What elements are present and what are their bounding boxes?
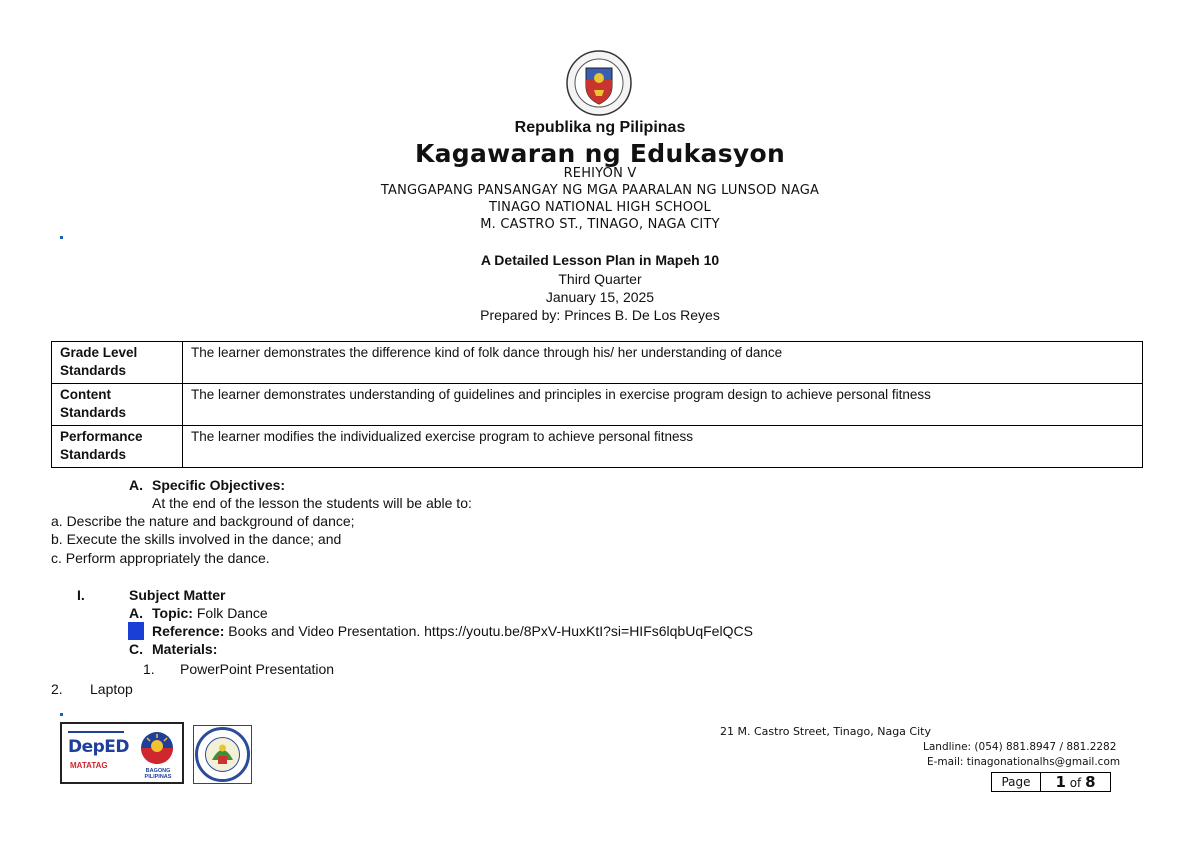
- objectives-heading: Specific Objectives:: [152, 477, 286, 493]
- page-indicator: [991, 772, 1111, 792]
- topic-value: Folk Dance: [196, 605, 268, 621]
- standard-label: Performance Standards: [52, 426, 183, 468]
- deped-line-icon: [68, 731, 124, 733]
- footer-email[interactable]: E-mail: tinagonationalhs@gmail.com: [927, 756, 1121, 768]
- standards-table: [51, 341, 1143, 468]
- footer-landline: Landline: (054) 881.8947 / 881.2282: [923, 741, 1117, 753]
- deped-logo-text: DepED: [68, 737, 130, 757]
- deped-matatag-logo: [60, 722, 184, 784]
- school-heading: TINAGO NATIONAL HIGH SCHOOL: [488, 200, 711, 215]
- standard-text: The learner demonstrates understanding of guidelines and principles in exercise program design to achieve personal fitness: [183, 384, 1143, 426]
- subject-heading: Subject Matter: [129, 587, 226, 603]
- reference-label: Reference:: [152, 623, 225, 639]
- page-of: of: [1069, 776, 1082, 790]
- page-count: [1041, 773, 1110, 791]
- page-total: 8: [1085, 773, 1096, 791]
- material-number: 2.: [51, 681, 63, 697]
- objective-item: b. Execute the skills involved in the dance; and: [51, 531, 342, 547]
- address-heading: M. CASTRO ST., TINAGO, NAGA CITY: [480, 217, 720, 232]
- reference-link[interactable]: Books and Video Presentation. https://youtu.be/8PxV-HuxKtI?si=HIFs6lqbUqFelQCS: [228, 623, 753, 639]
- materials-marker: C.: [129, 641, 143, 657]
- bagong-pilipinas-text: BAGONG PILIPINAS: [144, 768, 172, 780]
- deped-sub-text: MATATAG: [70, 761, 108, 770]
- standard-text: The learner demonstrates the difference kind of folk dance through his/ her understanding of dance: [183, 342, 1143, 384]
- standard-text: The learner modifies the individualized exercise program to achieve personal fitness: [183, 426, 1143, 468]
- material-item: Laptop: [90, 681, 133, 697]
- department-heading: Kagawaran ng Edukasyon: [414, 139, 786, 168]
- table-row: [52, 342, 1143, 384]
- bagong-pilipinas-emblem-icon: [135, 730, 179, 766]
- reference-marker: B.: [129, 623, 143, 639]
- bullet-dot: [60, 236, 63, 239]
- material-number: 1.: [143, 661, 155, 677]
- table-row: [52, 384, 1143, 426]
- material-item: PowerPoint Presentation: [180, 661, 335, 677]
- table-row: [52, 426, 1143, 468]
- office-heading: TANGGAPANG PANSANGAY NG MGA PAARALAN NG LUNSOD NAGA: [380, 183, 820, 198]
- footer-street: 21 M. Castro Street, Tinago, Naga City: [720, 725, 931, 738]
- region-heading: REHIYON V: [563, 166, 637, 181]
- objectives-marker: A.: [129, 477, 143, 493]
- topic-line: [152, 604, 268, 622]
- bullet-dot: [60, 713, 63, 716]
- objective-item: c. Perform appropriately the dance.: [51, 550, 270, 566]
- standard-label: Grade Level Standards: [52, 342, 183, 384]
- page-label: Page: [992, 773, 1041, 791]
- topic-label: Topic:: [152, 605, 193, 621]
- page-number: 1: [1055, 773, 1066, 791]
- objective-item: a. Describe the nature and background of dance;: [51, 513, 355, 529]
- objectives-intro: At the end of the lesson the students will be able to:: [152, 495, 472, 511]
- reference-line: [152, 622, 753, 640]
- plan-prepared-by: Prepared by: Princes B. De Los Reyes: [480, 307, 720, 323]
- republic-heading: Republika ng Pilipinas: [514, 119, 686, 136]
- topic-marker: A.: [129, 605, 143, 621]
- standard-label: Content Standards: [52, 384, 183, 426]
- plan-title: A Detailed Lesson Plan in Mapeh 10: [480, 252, 720, 268]
- materials-label: Materials:: [152, 641, 218, 657]
- subject-marker: I.: [77, 587, 85, 603]
- plan-date: January 15, 2025: [545, 289, 655, 305]
- deped-seal-icon: [566, 50, 632, 116]
- plan-quarter: Third Quarter: [558, 271, 642, 287]
- school-seal-icon: [193, 725, 252, 784]
